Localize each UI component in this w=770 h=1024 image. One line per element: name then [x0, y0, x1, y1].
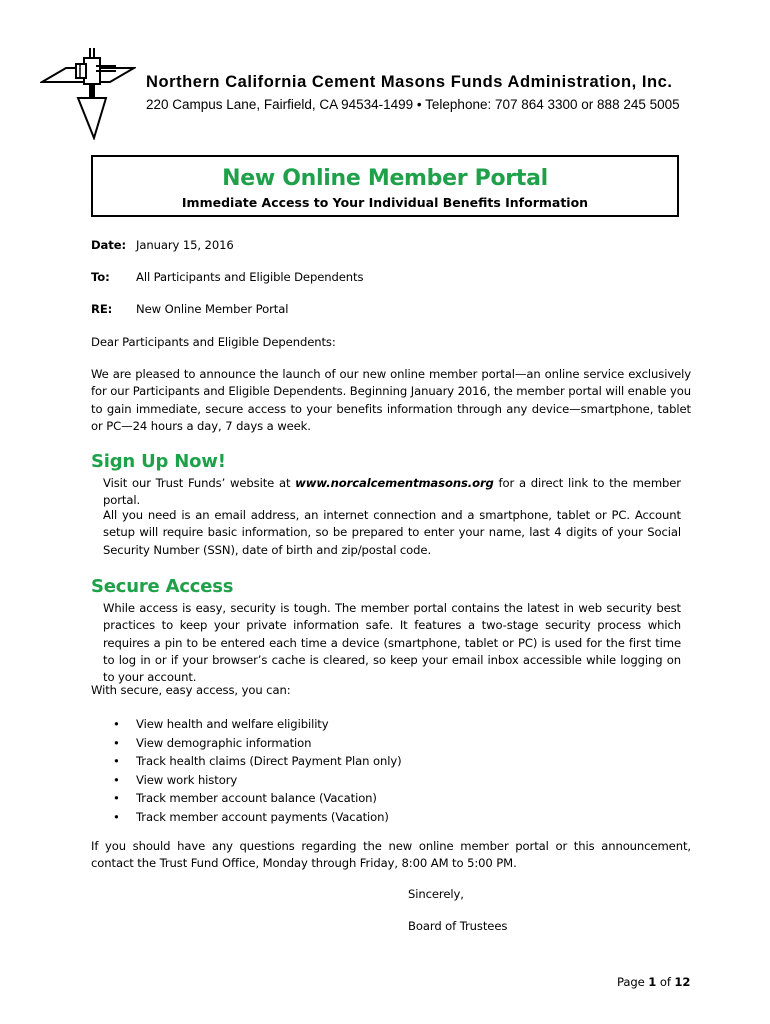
- signup-heading: Sign Up Now!: [91, 451, 226, 472]
- salutation: Dear Participants and Eligible Dependents:: [91, 335, 336, 349]
- bullet-icon: •: [113, 754, 120, 768]
- list-item-text: View demographic information: [136, 735, 312, 750]
- bullet-icon: •: [113, 717, 120, 731]
- title-box: [91, 155, 679, 217]
- signup-text-before: Visit our Trust Funds’ website at: [103, 476, 296, 490]
- date-label: Date:: [91, 238, 126, 252]
- list-item: [113, 772, 402, 791]
- bullet-icon: •: [113, 809, 120, 824]
- secure-paragraph: While access is easy, security is tough. The member portal contains the latest in web security best practices to keep your private information safe. It features a two-stage security process which requires a pin to be entered each time a device (smartphone, tablet or PC) is used for the first time to log in or if your browser’s cache is cleared, so keep your email inbox accessible while logging on to your account.: [103, 601, 681, 685]
- list-item: [113, 716, 402, 735]
- bullet-icon: •: [113, 772, 120, 787]
- sincerely: Sincerely,: [408, 887, 464, 901]
- list-item-text: View health and welfare eligibility: [136, 717, 329, 731]
- list-item-text: View work history: [136, 772, 238, 787]
- list-item: [113, 735, 402, 754]
- list-intro: With secure, easy access, you can:: [91, 683, 291, 697]
- bullet-icon: •: [113, 791, 120, 805]
- list-item: [113, 809, 402, 828]
- bullet-icon: •: [113, 735, 120, 750]
- to-label: To:: [91, 270, 110, 284]
- re-label: RE:: [91, 302, 113, 316]
- signup-paragraph-1: [103, 475, 681, 510]
- document-title: New Online Member Portal: [222, 166, 548, 191]
- list-item: [113, 790, 402, 809]
- date-value: January 15, 2016: [136, 238, 234, 252]
- features-list: [113, 716, 402, 827]
- website-link[interactable]: www.norcalcementmasons.org: [295, 476, 494, 490]
- organization-name: Northern California Cement Masons Funds Administration, Inc.: [146, 73, 673, 91]
- to-value: All Participants and Eligible Dependents: [136, 270, 364, 284]
- organization-address: 220 Campus Lane, Fairfield, CA 94534-1499 • Telephone: 707 864 3300 or 888 245 5005: [146, 97, 680, 112]
- list-item-text: Track member account balance (Vacation): [136, 791, 377, 805]
- signer: Board of Trustees: [408, 919, 508, 933]
- re-value: New Online Member Portal: [136, 302, 289, 316]
- closing-paragraph: If you should have any questions regarding the new online member portal or this announcement, contact the Trust Fund Office, Monday through Friday, 8:00 AM to 5:00 PM.: [91, 839, 691, 871]
- logo-trowel-icon: [40, 44, 136, 140]
- signup-paragraph-2: All you need is an email address, an internet connection and a smartphone, tablet or PC. Account setup will require basic information, so be prepared to enter your name, last 4 digits of your Social Security Number (SSN), date of birth and zip/postal code.: [103, 508, 681, 557]
- signup-text-after: for a direct link to the member portal.: [103, 476, 681, 508]
- secure-access-heading: Secure Access: [91, 576, 234, 597]
- list-item-text: Track health claims (Direct Payment Plan only): [136, 754, 402, 768]
- page-number: Page 1 of 12: [617, 975, 691, 989]
- list-item: [113, 753, 402, 772]
- document-subtitle: Immediate Access to Your Individual Benefits Information: [181, 195, 589, 210]
- intro-paragraph: We are pleased to announce the launch of our new online member portal—an online service exclusively for our Participants and Eligible Dependents. Beginning January 2016, the member portal will enable you to gain immediate, secure access to your benefits information through any device—smartphone, tablet or PC—24 hours a day, 7 days a week.: [91, 367, 691, 433]
- list-item-text: Track member account payments (Vacation): [136, 809, 389, 824]
